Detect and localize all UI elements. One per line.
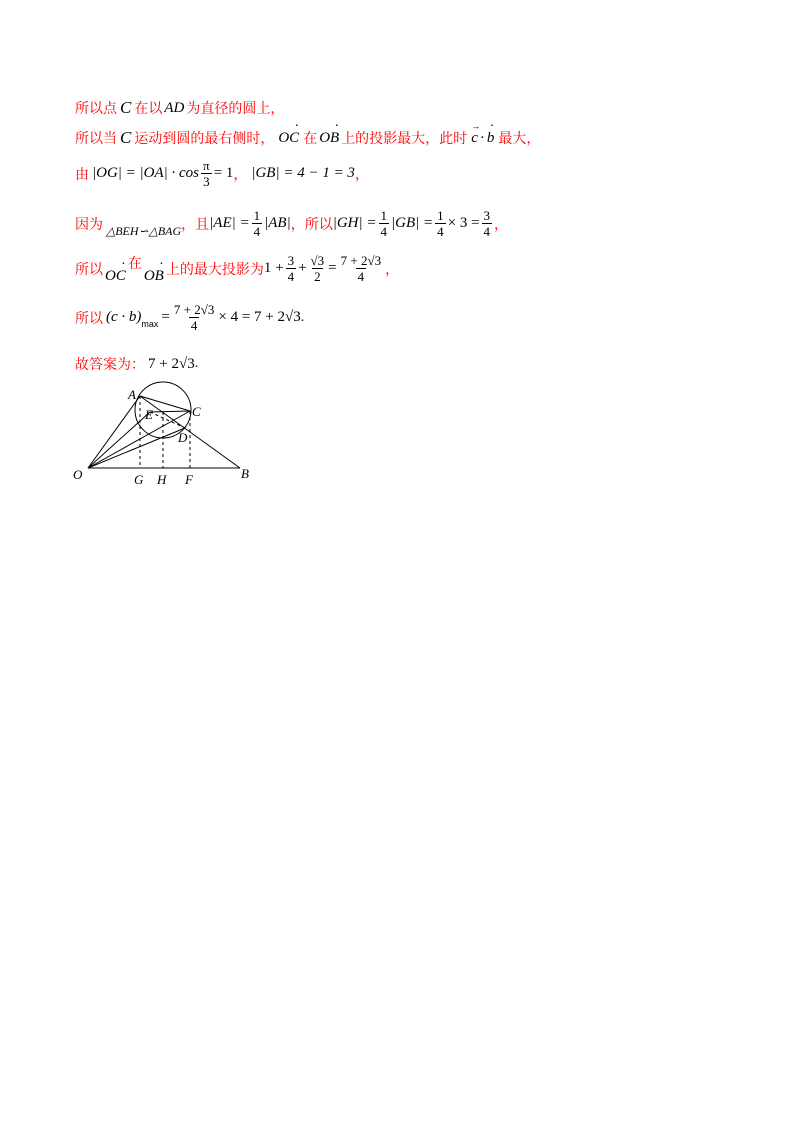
expr-gb: |GB| = <box>391 215 434 231</box>
text: 在 <box>127 255 142 272</box>
denominator: 4 <box>380 224 387 239</box>
denominator: 4 <box>190 318 198 333</box>
numerator: √3 <box>310 253 325 268</box>
label-c: C <box>192 404 201 419</box>
var-c: C <box>120 128 132 147</box>
numerator: 1 <box>253 208 261 223</box>
label-a: A <box>128 387 136 402</box>
numerator: π <box>203 158 210 173</box>
text: 最大， <box>498 131 541 147</box>
vector-oc: · OC <box>105 268 126 285</box>
text: ，所以 <box>290 216 333 233</box>
text: 故答案为： <box>75 357 145 373</box>
expr-cb-product: (c · b) <box>106 309 142 325</box>
text: 在 <box>303 131 318 147</box>
expr-gh: |GH| = <box>332 215 377 231</box>
text: 上的投影最大，此时 <box>341 131 468 147</box>
vector-c: → c <box>471 130 478 147</box>
text: ， <box>385 261 400 278</box>
var-ad: AD <box>164 99 185 116</box>
expr-og: |OG| = |OA| · cos <box>92 165 200 181</box>
numerator: 3 <box>287 253 295 268</box>
label-f: F <box>185 472 193 487</box>
expr-eq-1: = 1 <box>213 165 234 181</box>
text: 在以 <box>134 101 163 117</box>
numerator: 3 <box>483 208 491 223</box>
text: 由 <box>75 166 89 183</box>
vector-b: · b <box>487 130 495 147</box>
denominator: 2 <box>314 269 321 284</box>
denominator: 4 <box>357 269 365 284</box>
answer-value: 7 + 2√3 <box>148 355 195 372</box>
numerator: 7 + 2√3 <box>340 253 382 268</box>
text: ，且 <box>181 216 210 233</box>
expr-ab: |AB| <box>264 215 291 231</box>
equals: = <box>328 260 337 276</box>
expr-gb: |GB| = 4 − 1 = 3 <box>251 165 355 181</box>
var-c: C <box>120 98 132 117</box>
label-d: D <box>178 430 188 445</box>
expr-final: × 4 = 7 + 2√3 <box>218 309 301 325</box>
label-g: G <box>134 472 144 487</box>
expr-ae: |AE| = <box>209 215 250 231</box>
segment-oe <box>88 412 150 468</box>
label-o: O <box>73 467 83 482</box>
text: 运动到圆的最右侧时， <box>134 131 275 147</box>
text: ， <box>354 166 369 183</box>
text: 上的最大投影为 <box>165 261 264 278</box>
denominator: 3 <box>203 174 210 189</box>
equals: = <box>161 309 170 325</box>
text: 因为 <box>75 216 103 233</box>
numerator: 1 <box>380 208 387 223</box>
text: 为直径的圆上， <box>186 101 285 117</box>
numerator: 1 <box>437 208 444 223</box>
expr-similar: △BEH∽△BAG <box>106 224 182 238</box>
subscript-max: max <box>141 318 159 329</box>
label-e: E <box>145 407 153 422</box>
text: 所以 <box>75 261 103 278</box>
denominator: 4 <box>287 269 295 284</box>
vector-ob: · OB <box>144 268 164 285</box>
segment-ed-dashed <box>150 412 185 428</box>
text: 所以当 <box>75 131 117 147</box>
denominator: 4 <box>437 224 444 239</box>
plus: + <box>298 260 307 276</box>
label-h: H <box>157 472 167 487</box>
text: ， <box>233 166 248 183</box>
numerator: 7 + 2√3 <box>173 302 215 317</box>
expr-times-3: × 3 = <box>447 215 480 231</box>
denominator: 4 <box>253 224 261 239</box>
denominator: 4 <box>483 224 491 239</box>
segment-ec <box>150 411 190 412</box>
vector-ob: · OB <box>319 130 339 147</box>
text: 所以 <box>75 310 103 327</box>
period: . <box>194 356 199 371</box>
segment-oc <box>88 411 190 468</box>
expr-one-plus: 1 + <box>263 260 284 276</box>
vector-oc: · OC <box>278 130 299 147</box>
label-b: B <box>241 466 249 481</box>
period: . <box>300 309 305 325</box>
dot-operator: · <box>479 129 485 146</box>
text: 所以点 <box>75 101 117 117</box>
text: ， <box>494 216 509 233</box>
